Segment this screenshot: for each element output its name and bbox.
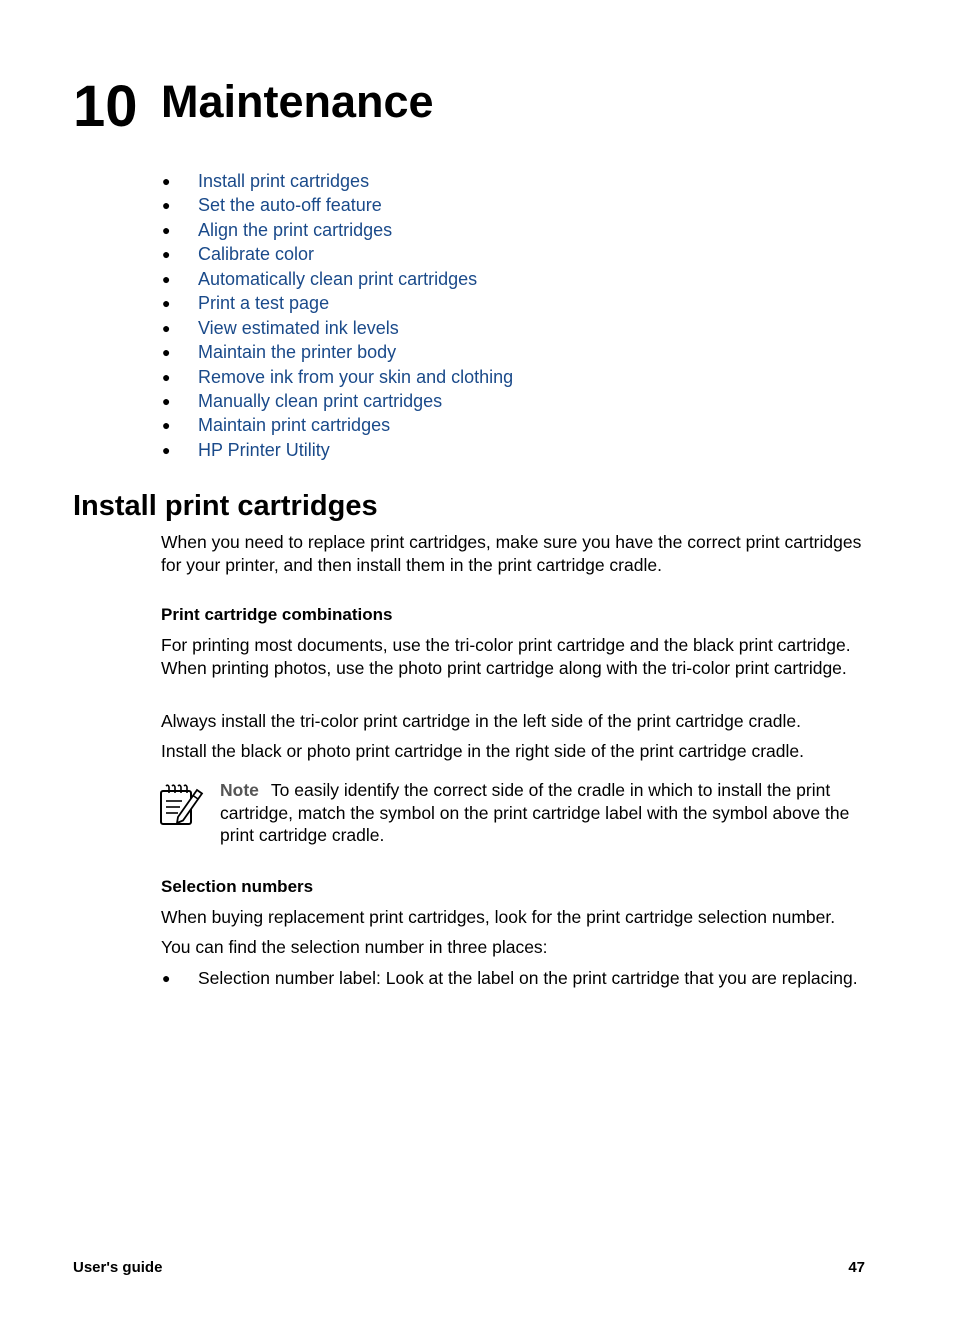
toc-item (161, 291, 513, 315)
toc-item (161, 340, 513, 364)
bullet-icon: ● (162, 246, 171, 263)
toc-link-printer-utility[interactable]: HP Printer Utility (198, 439, 330, 460)
combinations-heading: Print cartridge combinations (161, 605, 393, 624)
toc-item (161, 413, 513, 437)
toc-link-maintain-cartridges[interactable]: Maintain print cartridges (198, 415, 391, 436)
bullet-icon: ● (162, 197, 171, 214)
bullet-icon: ● (162, 368, 171, 385)
toc-item (161, 169, 513, 193)
toc-item (161, 316, 513, 340)
bullet-icon: ● (162, 319, 171, 336)
toc-item (161, 438, 513, 462)
note-pad-pencil-icon (158, 783, 204, 827)
toc-link-align[interactable]: Align the print cartridges (198, 219, 393, 240)
toc-link-auto-off[interactable]: Set the auto-off feature (198, 195, 382, 216)
bullet-icon: ● (162, 270, 171, 287)
toc-link-calibrate-color[interactable]: Calibrate color (198, 244, 315, 265)
combinations-paragraph-3: Install the black or photo print cartridge in the right side of the print cartridge cradle. (161, 741, 804, 761)
section-heading: Install print cartridges (73, 490, 378, 522)
toc-link-ink-levels[interactable]: View estimated ink levels (198, 317, 399, 338)
note-label: Note (220, 780, 259, 800)
bullet-icon: ● (162, 441, 171, 458)
toc-link-printer-body[interactable]: Maintain the printer body (198, 342, 397, 363)
toc-link-auto-clean[interactable]: Automatically clean print cartridges (198, 268, 478, 289)
selection-paragraph-1: When buying replacement print cartridges, look for the print cartridge selection number. (161, 907, 836, 927)
toc-link-install-print-cartridges[interactable]: Install print cartridges (198, 171, 370, 191)
selection-heading: Selection numbers (161, 877, 314, 896)
bullet-icon: ● (162, 970, 171, 986)
chapter-title: Maintenance (161, 76, 434, 127)
footer-page-number: 47 (848, 1259, 865, 1276)
toc-item (161, 267, 513, 291)
chapter-toc (161, 169, 513, 462)
bullet-icon: ● (162, 344, 171, 361)
bullet-icon: ● (162, 417, 171, 434)
footer-guide-title: User's guide (73, 1259, 163, 1276)
bullet-icon: ● (162, 173, 171, 189)
bullet-icon: ● (162, 221, 171, 238)
selection-paragraph-2: You can find the selection number in three places: (161, 937, 548, 957)
note-body: To easily identify the correct side of the cradle in which to install the print cartridge, match the symbol on the print cartridge label with the symbol above the print cartridge cradle. (220, 780, 850, 845)
toc-item (161, 365, 513, 389)
note-text (220, 779, 860, 847)
bullet-icon: ● (162, 295, 171, 312)
toc-link-test-page[interactable]: Print a test page (198, 293, 330, 314)
toc-item (161, 193, 513, 217)
toc-item (161, 218, 513, 242)
selection-bullet-item (161, 967, 861, 990)
toc-item (161, 389, 513, 413)
chapter-number: 10 (73, 74, 138, 139)
selection-bullet-text: Selection number label: Look at the label on the print cartridge that you are replacing. (198, 968, 858, 988)
intro-paragraph: When you need to replace print cartridges, make sure you have the correct print cartridges for your printer, and then install them in the print cartridge cradle. (161, 532, 862, 575)
combinations-paragraph-2: Always install the tri-color print cartridge in the left side of the print cartridge cradle. (161, 711, 802, 731)
toc-link-manual-clean[interactable]: Manually clean print cartridges (198, 390, 443, 411)
bullet-icon: ● (162, 392, 171, 409)
toc-item (161, 242, 513, 266)
combinations-paragraph-1: For printing most documents, use the tri-color print cartridge and the black print cartridge. When printing photos, use the photo print cartridge along with the tri-color print cartridge. (161, 635, 851, 678)
toc-link-remove-ink[interactable]: Remove ink from your skin and clothing (198, 366, 514, 387)
